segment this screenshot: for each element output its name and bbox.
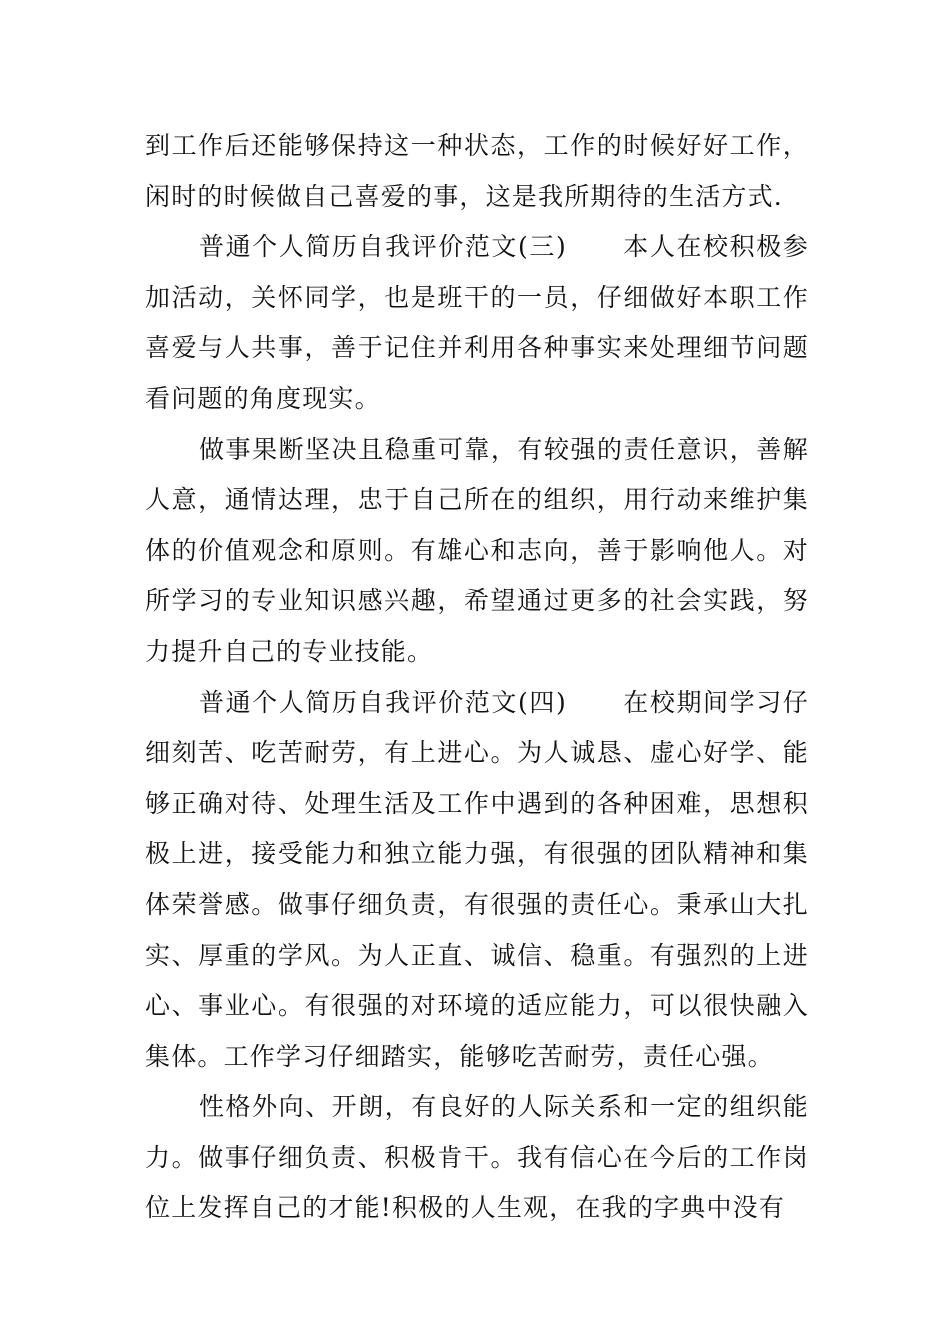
paragraph-character [145, 425, 809, 678]
document-body [145, 121, 809, 1234]
paragraph-resume-sample-4 [145, 678, 809, 1083]
paragraph-continuation [145, 121, 809, 222]
paragraph-text: 性格外向、开朗，有良好的人际关系和一定的组织能力。做事仔细负责、积极肯干。我有信心在今后的工作岗位上发挥自己的才能!积极的人生观，在我的字典中没有 [145, 1092, 809, 1223]
paragraph-personality [145, 1082, 809, 1234]
paragraph-text: 到工作后还能够保持这一种状态，工作的时候好好工作，闲时的时候做自己喜爱的事，这是我所期待的生活方式. [145, 131, 809, 211]
section-heading: 普通个人简历自我评价范文(四) [199, 687, 567, 717]
paragraph-text: 在校期间学习仔细刻苦、吃苦耐劳，有上进心。为人诚恳、虚心好学、能够正确对待、处理生活及工作中遇到的各种困难，思想积极上进，接受能力和独立能力强，有很强的团队精神和集体荣誉感。做事仔细负责，有很强的责任心。秉承山大扎实、厚重的学风。为人正直、诚信、稳重。有强烈的上进心、事业心。有很强的对环境的适应能力，可以很快融入集体。工作学习仔细踏实，能够吃苦耐劳，责任心强。 [145, 687, 809, 1071]
section-heading: 普通个人简历自我评价范文(三) [199, 232, 567, 262]
paragraph-resume-sample-3 [145, 222, 809, 424]
paragraph-text: 做事果断坚决且稳重可靠，有较强的责任意识，善解人意，通情达理，忠于自己所在的组织，用行动来维护集体的价值观念和原则。有雄心和志向，善于影响他人。对所学习的专业知识感兴趣，希望通过更多的社会实践，努力提升自己的专业技能。 [145, 434, 809, 666]
paragraph-text: 本人在校积极参加活动，关怀同学，也是班干的一员，仔细做好本职工作喜爱与人共事，善于记住并利用各种事实来处理细节问题看问题的角度现实。 [145, 232, 809, 413]
